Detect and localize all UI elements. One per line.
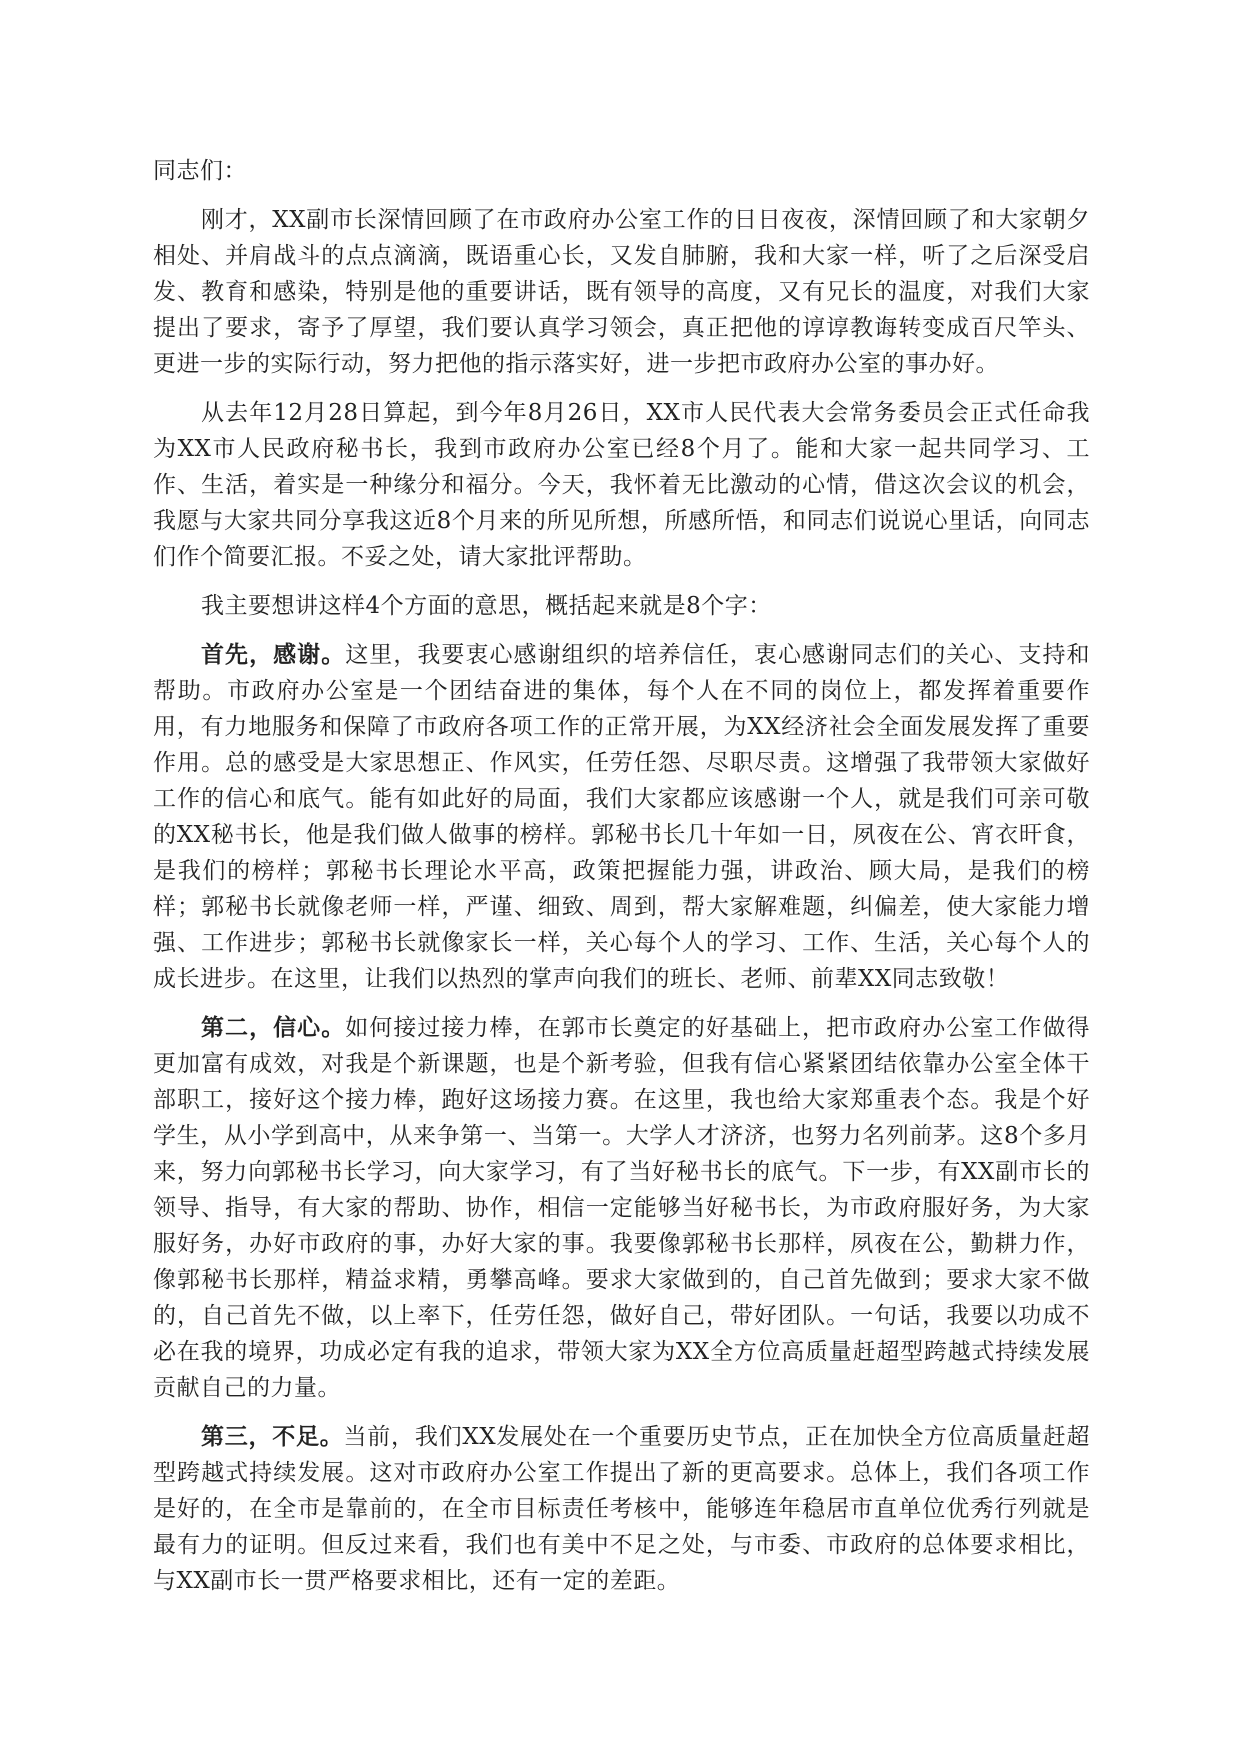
paragraph-text: 当前，我们XX发展处在一个重要历史节点，正在加快全方位高质量赶超型跨越式持续发展。这对市政府办公室工作提出了新的更高要求。总体上，我们各项工作是好的，在全市是靠前的，在全市目标责任考核中，能够连年稳居市直单位优秀行列就是最有力的证明。但反过来看，我们也有美中不足之处，与市委、市政府的总体要求相比，与XX副市长一贯严格要求相比，还有一定的差距。 <box>153 1424 1091 1594</box>
paragraph-text: 从去年12月28日算起，到今年8月26日，XX市人民代表大会常务委员会正式任命我为XX市人民政府秘书长，我到市政府办公室已经8个月了。能和大家一起共同学习、工作、生活，着实是一种缘分和福分。今天，我怀着无比激动的心情，借这次会议的机会，我愿与大家共同分享我这近8个月来的所见所想，所感所悟，和同志们说说心里话，向同志们作个简要汇报。不妥之处，请大家批评帮助。 <box>153 400 1090 570</box>
paragraph-lead: 首先，感谢。 <box>201 641 346 668</box>
paragraph-lead: 第三，不足。 <box>201 1423 344 1450</box>
paragraph-text: 我主要想讲这样4个方面的意思，概括起来就是8个字： <box>201 593 772 619</box>
speech-body <box>153 153 1090 1612</box>
paragraph <box>153 637 1090 997</box>
paragraph-text: 这里，我要衷心感谢组织的培养信任，衷心感谢同志们的关心、支持和帮助。市政府办公室是一个团结奋进的集体，每个人在不同的岗位上，都发挥着重要作用，有力地服务和保障了市政府各项工作的正常开展，为XX经济社会全面发展发挥了重要作用。总的感受是大家思想正、作风实，任劳任怨、尽职尽责。这增强了我带领大家做好工作的信心和底气。能有如此好的局面，我们大家都应该感谢一个人，就是我们可亲可敬的XX秘书长，他是我们做人做事的榜样。郭秘书长几十年如一日，夙夜在公、宵衣旰食，是我们的榜样；郭秘书长理论水平高，政策把握能力强，讲政治、顾大局，是我们的榜样；郭秘书长就像老师一样，严谨、细致、周到，帮大家解难题，纠偏差，使大家能力增强、工作进步；郭秘书长就像家长一样，关心每个人的学习、工作、生活，关心每个人的成长进步。在这里，让我们以热烈的掌声向我们的班长、老师、前辈XX同志致敬！ <box>153 642 1091 992</box>
paragraph-text: 刚才，XX副市长深情回顾了在市政府办公室工作的日日夜夜，深情回顾了和大家朝夕相处、并肩战斗的点点滴滴，既语重心长，又发自肺腑，我和大家一样，听了之后深受启发、教育和感染，特别是他的重要讲话，既有领导的高度，又有兄长的温度，对我们大家提出了要求，寄予了厚望，我们要认真学习领会，真正把他的谆谆教诲转变成百尺竿头、更进一步的实际行动，努力把他的指示落实好，进一步把市政府办公室的事办好。 <box>153 207 1090 377</box>
paragraph <box>153 1419 1090 1599</box>
paragraph <box>153 588 1090 624</box>
salutation: 同志们： <box>153 158 247 184</box>
paragraph-lead: 第二，信心。 <box>201 1014 346 1041</box>
paragraph <box>153 395 1090 575</box>
paragraph <box>153 202 1090 382</box>
paragraph-text: 如何接过接力棒，在郭市长奠定的好基础上，把市政府办公室工作做得更加富有成效，对我是个新课题，也是个新考验，但我有信心紧紧团结依靠办公室全体干部职工，接好这个接力棒，跑好这场接力赛。在这里，我也给大家郑重表个态。我是个好学生，从小学到高中，从来争第一、当第一。大学人才济济，也努力名列前茅。这8个多月来，努力向郭秘书长学习，向大家学习，有了当好秘书长的底气。下一步，有XX副市长的领导、指导，有大家的帮助、协作，相信一定能够当好秘书长，为市政府服好务，为大家服好务，办好市政府的事，办好大家的事。我要像郭秘书长那样，夙夜在公，勤耕力作，像郭秘书长那样，精益求精，勇攀高峰。要求大家做到的，自己首先做到；要求大家不做的，自己首先不做，以上率下，任劳任怨，做好自己，带好团队。一句话，我要以功成不必在我的境界，功成必定有我的追求，带领大家为XX全方位高质量赶超型跨越式持续发展贡献自己的力量。 <box>153 1015 1091 1401</box>
paragraph <box>153 1010 1090 1406</box>
